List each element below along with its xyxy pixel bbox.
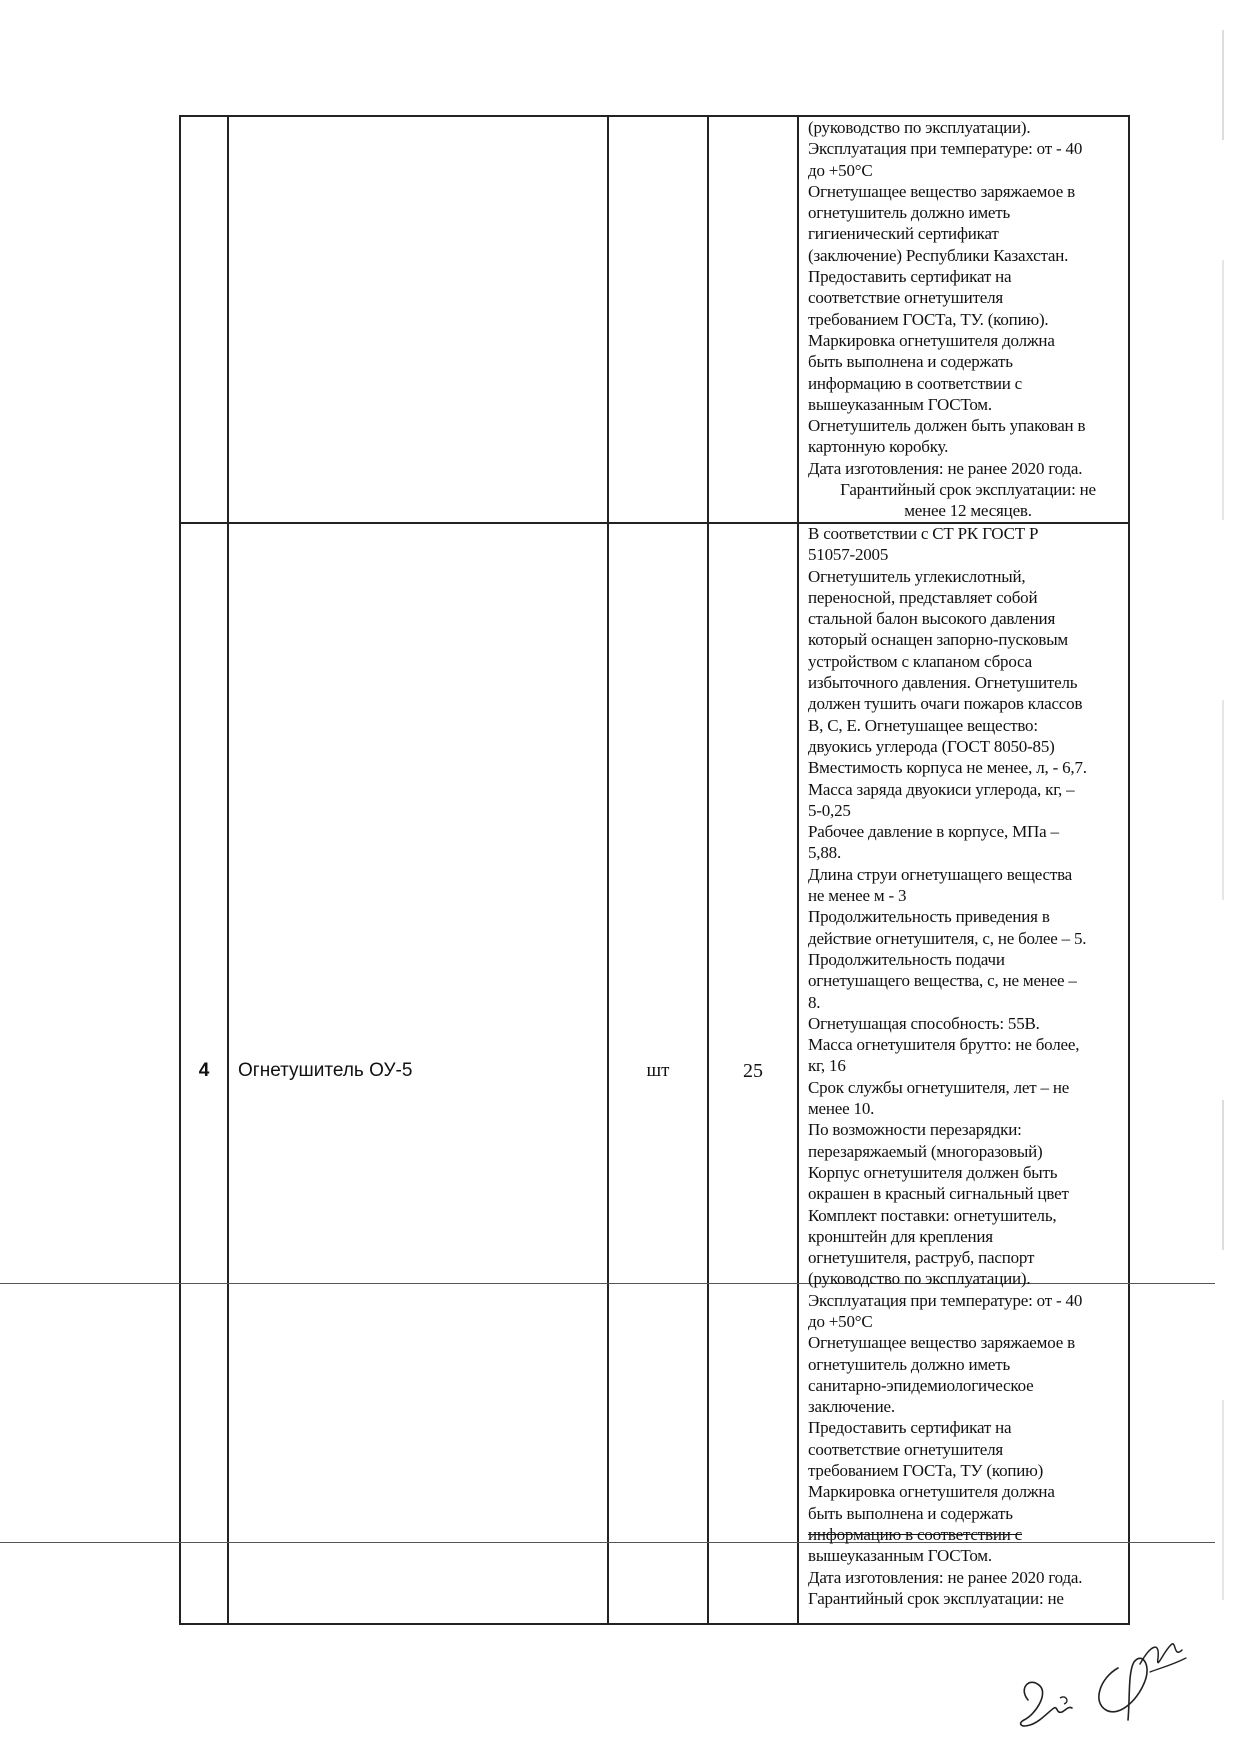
spec-line: который оснащен запорно-пусковым xyxy=(808,630,1068,650)
spec-line: Маркировка огнетушителя должна xyxy=(808,1482,1055,1502)
spec-line: кг, 16 xyxy=(808,1056,846,1076)
spec-line: (руководство по эксплуатации). xyxy=(808,118,1031,137)
row-4-item-name: Огнетушитель ОУ-5 xyxy=(238,1060,413,1081)
table-border-left xyxy=(179,115,181,1625)
spec-line: Срок службы огнетушителя, лет – не xyxy=(808,1077,1070,1097)
spec-line: Дата изготовления: не ранее 2020 года. xyxy=(808,1567,1083,1587)
spec-line: Огнетушащее вещество заряжаемое в xyxy=(808,1333,1075,1353)
spec-line: должен тушить очаги пожаров классов xyxy=(808,694,1083,714)
spec-line: Продолжительность подачи xyxy=(808,949,1005,969)
table-border-bottom xyxy=(179,1623,1130,1625)
spec-line: огнетушителя, раструб, паспорт xyxy=(808,1248,1035,1268)
spec-line: санитарно-эпидемиологическое xyxy=(808,1375,1034,1395)
row-4-number: 4 xyxy=(198,1060,210,1081)
spec-line: Дата изготовления: не ранее 2020 года. xyxy=(808,458,1083,478)
spec-line: переносной, представляет собой xyxy=(808,587,1038,607)
spec-line: Вместимость корпуса не менее, л, - 6,7. xyxy=(808,758,1087,778)
spec-line: Гарантийный срок эксплуатации: не xyxy=(808,1588,1064,1608)
spec-line: быть выполнена и содержать xyxy=(808,352,1013,372)
spec-line: Рабочее давление в корпусе, МПа – xyxy=(808,822,1059,842)
spec-line: менее 10. xyxy=(808,1099,875,1119)
table-col-divider-4 xyxy=(797,115,799,1625)
spec-line: соответствие огнетушителя xyxy=(808,1439,1004,1459)
spec-line: Маркировка огнетушителя должна xyxy=(808,330,1055,350)
spec-line: Предоставить сертификат на xyxy=(808,267,1012,287)
spec-line: перезаряжаемый (многоразовый) xyxy=(808,1141,1043,1161)
spec-line: В, С, Е. Огнетушащее вещество: xyxy=(808,715,1038,735)
spec-line: не менее м - 3 xyxy=(808,886,907,906)
spec-line: Комплект поставки: огнетушитель, xyxy=(808,1205,1057,1225)
table-col-divider-3 xyxy=(707,115,709,1625)
table-border-right xyxy=(1128,115,1130,1625)
spec-line: Масса заряда двуокиси углерода, кг, – xyxy=(808,779,1075,799)
spec-line: огнетушащего вещества, с, не менее – xyxy=(808,971,1077,991)
spec-line: В соответствии с СТ РК ГОСТ Р xyxy=(808,524,1039,543)
spec-line: Эксплуатация при температуре: от - 40 xyxy=(808,139,1083,159)
spec-line: информацию в соответствии с xyxy=(808,373,1023,393)
handwritten-signature xyxy=(1000,1628,1200,1738)
spec-line: до +50°С xyxy=(808,1311,873,1331)
spec-line: Продолжительность приведения в xyxy=(808,907,1050,927)
spec-line: Огнетушащее вещество заряжаемое в xyxy=(808,181,1075,201)
spec-line: (руководство по эксплуатации). xyxy=(808,1269,1031,1289)
spec-line-struck: информацию в соответствии с xyxy=(808,1524,1023,1544)
spec-line: Огнетушащая способность: 55В. xyxy=(808,1013,1040,1033)
spec-line: действие огнетушителя, с, не более – 5. xyxy=(808,928,1087,948)
spec-line: соответствие огнетушителя xyxy=(808,288,1004,308)
row-4-unit: шт xyxy=(646,1060,670,1081)
spec-cell-previous-row xyxy=(808,117,1128,522)
spec-line: Корпус огнетушителя должен быть xyxy=(808,1162,1058,1182)
spec-line: кронштейн для крепления xyxy=(808,1226,993,1246)
spec-line: гигиенический сертификат xyxy=(808,224,999,244)
spec-line: Предоставить сертификат на xyxy=(808,1418,1012,1438)
spec-line: огнетушитель должно иметь xyxy=(808,203,1011,223)
scan-edge-marks xyxy=(1218,0,1228,1754)
spec-cell-row-4 xyxy=(808,523,1128,1609)
spec-line: окрашен в красный сигнальный цвет xyxy=(808,1184,1069,1204)
spec-line: Эксплуатация при температуре: от - 40 xyxy=(808,1290,1083,1310)
row-4-quantity: 25 xyxy=(743,1060,763,1082)
spec-line: По возможности перезарядки: xyxy=(808,1120,1022,1140)
spec-line: быть выполнена и содержать xyxy=(808,1503,1013,1523)
spec-line: 51057-2005 xyxy=(808,545,889,565)
spec-line: до +50°С xyxy=(808,160,873,180)
spec-line: 5-0,25 xyxy=(808,800,851,820)
spec-line: 5,88. xyxy=(808,843,842,863)
spec-line: двуокись углерода (ГОСТ 8050-85) xyxy=(808,736,1055,756)
spec-line: требованием ГОСТа, ТУ (копию) xyxy=(808,1461,1044,1481)
spec-line: стальной балон высокого давления xyxy=(808,609,1056,629)
spec-line: менее 12 месяцев. xyxy=(904,501,1032,521)
spec-line: 8. xyxy=(808,992,821,1012)
spec-line: требованием ГОСТа, ТУ. (копию). xyxy=(808,309,1049,329)
table-col-divider-1 xyxy=(227,115,229,1625)
spec-line: картонную коробку. xyxy=(808,437,949,457)
spec-line: Масса огнетушителя брутто: не более, xyxy=(808,1035,1080,1055)
spec-line: вышеуказанным ГОСТом. xyxy=(808,1546,992,1566)
spec-line: огнетушитель должно иметь xyxy=(808,1354,1011,1374)
spec-line: заключение. xyxy=(808,1397,895,1417)
spec-line: вышеуказанным ГОСТом. xyxy=(808,394,992,414)
spec-line: Длина струи огнетушащего вещества xyxy=(808,864,1073,884)
spec-line: избыточного давления. Огнетушитель xyxy=(808,673,1078,693)
spec-line: Огнетушитель углекислотный, xyxy=(808,566,1026,586)
table-col-divider-2 xyxy=(607,115,609,1625)
spec-line: Гарантийный срок эксплуатации: не xyxy=(840,480,1096,500)
spec-line: (заключение) Республики Казахстан. xyxy=(808,245,1069,265)
spec-line: Огнетушитель должен быть упакован в xyxy=(808,416,1086,436)
spec-line: устройством с клапаном сброса xyxy=(808,651,1032,671)
